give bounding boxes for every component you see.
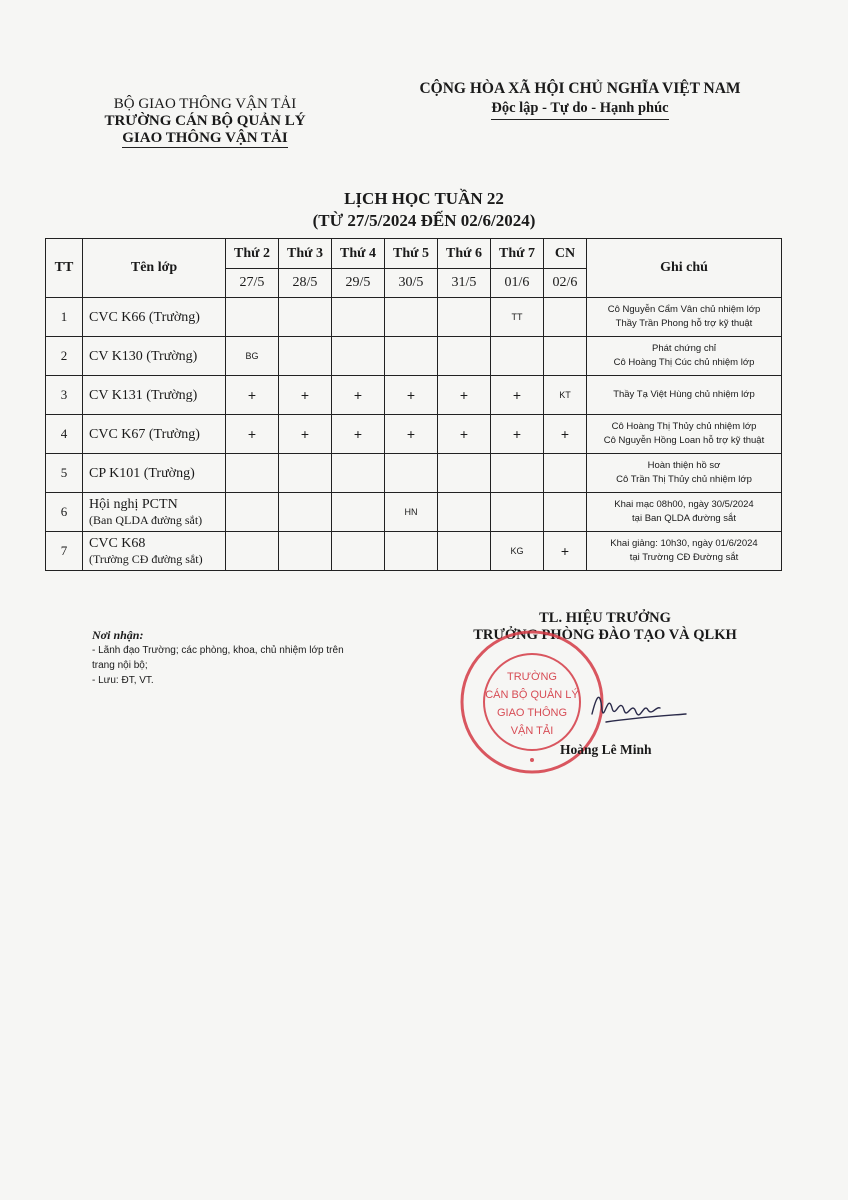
note-line: Khai giảng: 10h30, ngày 01/6/2024 [610,538,758,549]
schedule-cell [226,532,279,571]
schedule-cell: + [491,415,544,454]
table-row [46,298,782,337]
signature-position: TRƯỞNG PHÒNG ĐÀO TẠO VÀ QLKH [473,627,737,643]
signature-title: TL. HIỆU TRƯỞNG [539,610,671,626]
class-name-cell [83,532,226,571]
ministry-name: BỘ GIAO THÔNG VẬN TẢI [113,96,297,112]
class-location: (Trường CĐ đường sắt) [89,552,203,566]
header-class-name: Tên lớp [83,239,226,298]
note-line: Cô Hoàng Thị Cúc chủ nhiệm lớp [613,357,755,368]
class-name: CV K130 (Trường) [89,348,198,364]
header-date: 02/6 [544,269,587,298]
schedule-cell [385,532,438,571]
header-day: Thứ 4 [332,239,385,269]
schedule-cell: + [385,376,438,415]
row-number: 6 [46,493,83,532]
schedule-cell: + [279,376,332,415]
issuer-block [70,96,340,147]
school-name-line2 [70,130,340,147]
header-date: 01/6 [491,269,544,298]
header-date: 28/5 [279,269,332,298]
class-name: Hội nghị PCTN [89,497,178,512]
row-number: 2 [46,337,83,376]
class-name: CV K131 (Trường) [89,387,198,403]
note-line: tại Ban QLDA đường sắt [632,513,736,524]
class-name-cell [83,298,226,337]
recipient-item: - Lãnh đạo Trường; các phòng, khoa, chủ nhiệm lớp trên trang nội bộ; [92,645,344,671]
row-number: 5 [46,454,83,493]
schedule-cell [332,454,385,493]
stamp-text: TRƯỜNG [507,671,557,683]
header-row-days [46,239,782,269]
class-name: CVC K66 (Trường) [89,309,200,325]
national-header [380,80,780,120]
note-cell [587,454,782,493]
table-row [46,454,782,493]
schedule-cell [279,532,332,571]
note-line: Cô Nguyễn Cẩm Vân chủ nhiệm lớp [607,304,761,315]
schedule-cell: TT [491,298,544,337]
schedule-cell [385,298,438,337]
note-line: Hoàn thiện hồ sơ [647,460,721,471]
schedule-cell: BG [226,337,279,376]
class-name: CVC K67 (Trường) [89,426,200,442]
stamp-text: CÁN BỘ QUẢN LÝ [485,689,579,701]
stamp-text: GIAO THÔNG [496,707,568,719]
note-line: tại Trường CĐ Đường sắt [629,552,739,563]
schedule-cell [491,493,544,532]
schedule-cell [226,454,279,493]
class-name-cell [83,337,226,376]
schedule-cell [385,337,438,376]
title-line2: (TỪ 27/5/2024 ĐẾN 02/6/2024) [312,211,536,230]
schedule-cell [332,532,385,571]
note-cell [587,298,782,337]
schedule-cell [279,337,332,376]
class-name-cell [83,454,226,493]
schedule-cell: + [438,415,491,454]
schedule-cell [438,493,491,532]
school-name-line2-text: GIAO THÔNG VẬN TẢI [122,130,288,146]
schedule-cell [332,493,385,532]
row-number: 1 [46,298,83,337]
stamp-text: VẬN TẢI [510,725,554,737]
note-line: Phát chứng chỉ [652,343,716,354]
schedule-cell: + [226,376,279,415]
schedule-cell [544,298,587,337]
signer-name: Hoàng Lê Minh [560,742,652,757]
header-day: CN [544,239,587,269]
schedule-cell [438,298,491,337]
schedule-cell: KG [491,532,544,571]
class-location: (Ban QLDA đường sắt) [89,513,203,527]
schedule-cell [544,493,587,532]
title-line1: LỊCH HỌC TUẦN 22 [344,189,504,208]
schedule-cell [385,454,438,493]
note-line: Thầy Trần Phong hỗ trợ kỹ thuật [615,318,753,329]
schedule-cell: + [491,376,544,415]
schedule-cell [544,337,587,376]
schedule-cell [438,532,491,571]
schedule-cell: + [279,415,332,454]
header-tt: TT [46,239,83,298]
class-name: CP K101 (Trường) [89,465,195,481]
schedule-cell: + [438,376,491,415]
class-name-cell [83,415,226,454]
class-name-cell [83,376,226,415]
header-day: Thứ 7 [491,239,544,269]
nation-name: CỘNG HÒA XÃ HỘI CHỦ NGHĨA VIỆT NAM [419,80,741,97]
note-cell [587,493,782,532]
schedule-cell [438,454,491,493]
schedule-cell: + [332,376,385,415]
note-cell [587,415,782,454]
note-line: Cô Hoàng Thị Thủy chủ nhiệm lớp [611,421,757,432]
schedule-cell [279,454,332,493]
class-name: CVC K68 [89,536,146,551]
header-date: 30/5 [385,269,438,298]
schedule-cell: HN [385,493,438,532]
schedule-cell: + [226,415,279,454]
handwritten-signature [586,678,691,733]
table-row [46,337,782,376]
schedule-body [46,239,782,571]
school-name-line1: TRƯỜNG CÁN BỘ QUẢN LÝ [104,113,306,129]
row-number: 4 [46,415,83,454]
schedule-cell [544,454,587,493]
schedule-cell [332,337,385,376]
class-name-cell [83,493,226,532]
recipients-label: Nơi nhận: [92,628,144,642]
header-date: 31/5 [438,269,491,298]
schedule-cell [279,298,332,337]
note-line: Khai mạc 08h00, ngày 30/5/2024 [614,499,754,510]
header-date: 29/5 [332,269,385,298]
schedule-cell [491,454,544,493]
header-day: Thứ 3 [279,239,332,269]
schedule-cell [491,337,544,376]
schedule-cell [438,337,491,376]
recipients-block [92,628,352,688]
note-cell [587,376,782,415]
row-number: 3 [46,376,83,415]
header-day: Thứ 2 [226,239,279,269]
schedule-cell: + [544,415,587,454]
table-row [46,376,782,415]
header-date: 27/5 [226,269,279,298]
table-row [46,532,782,571]
note-cell [587,532,782,571]
schedule-cell: + [332,415,385,454]
document-title [0,188,848,232]
table-row [46,493,782,532]
note-line: Thầy Tạ Việt Hùng chủ nhiệm lớp [613,389,755,400]
schedule-table [45,238,782,571]
note-line: Cô Nguyễn Hồng Loan hỗ trợ kỹ thuật [603,435,765,446]
schedule-cell [226,493,279,532]
schedule-cell [226,298,279,337]
schedule-cell: + [385,415,438,454]
header-day: Thứ 5 [385,239,438,269]
motto: Độc lập - Tự do - Hạnh phúc [491,100,668,120]
schedule-cell [279,493,332,532]
header-note: Ghi chú [587,239,782,298]
table-row [46,415,782,454]
row-number: 7 [46,532,83,571]
header-day: Thứ 6 [438,239,491,269]
note-cell [587,337,782,376]
schedule-cell [332,298,385,337]
recipient-item: - Lưu: ĐT, VT. [92,675,154,686]
schedule-cell: KT [544,376,587,415]
schedule-cell: + [544,532,587,571]
note-line: Cô Trần Thị Thủy chủ nhiệm lớp [616,474,752,485]
